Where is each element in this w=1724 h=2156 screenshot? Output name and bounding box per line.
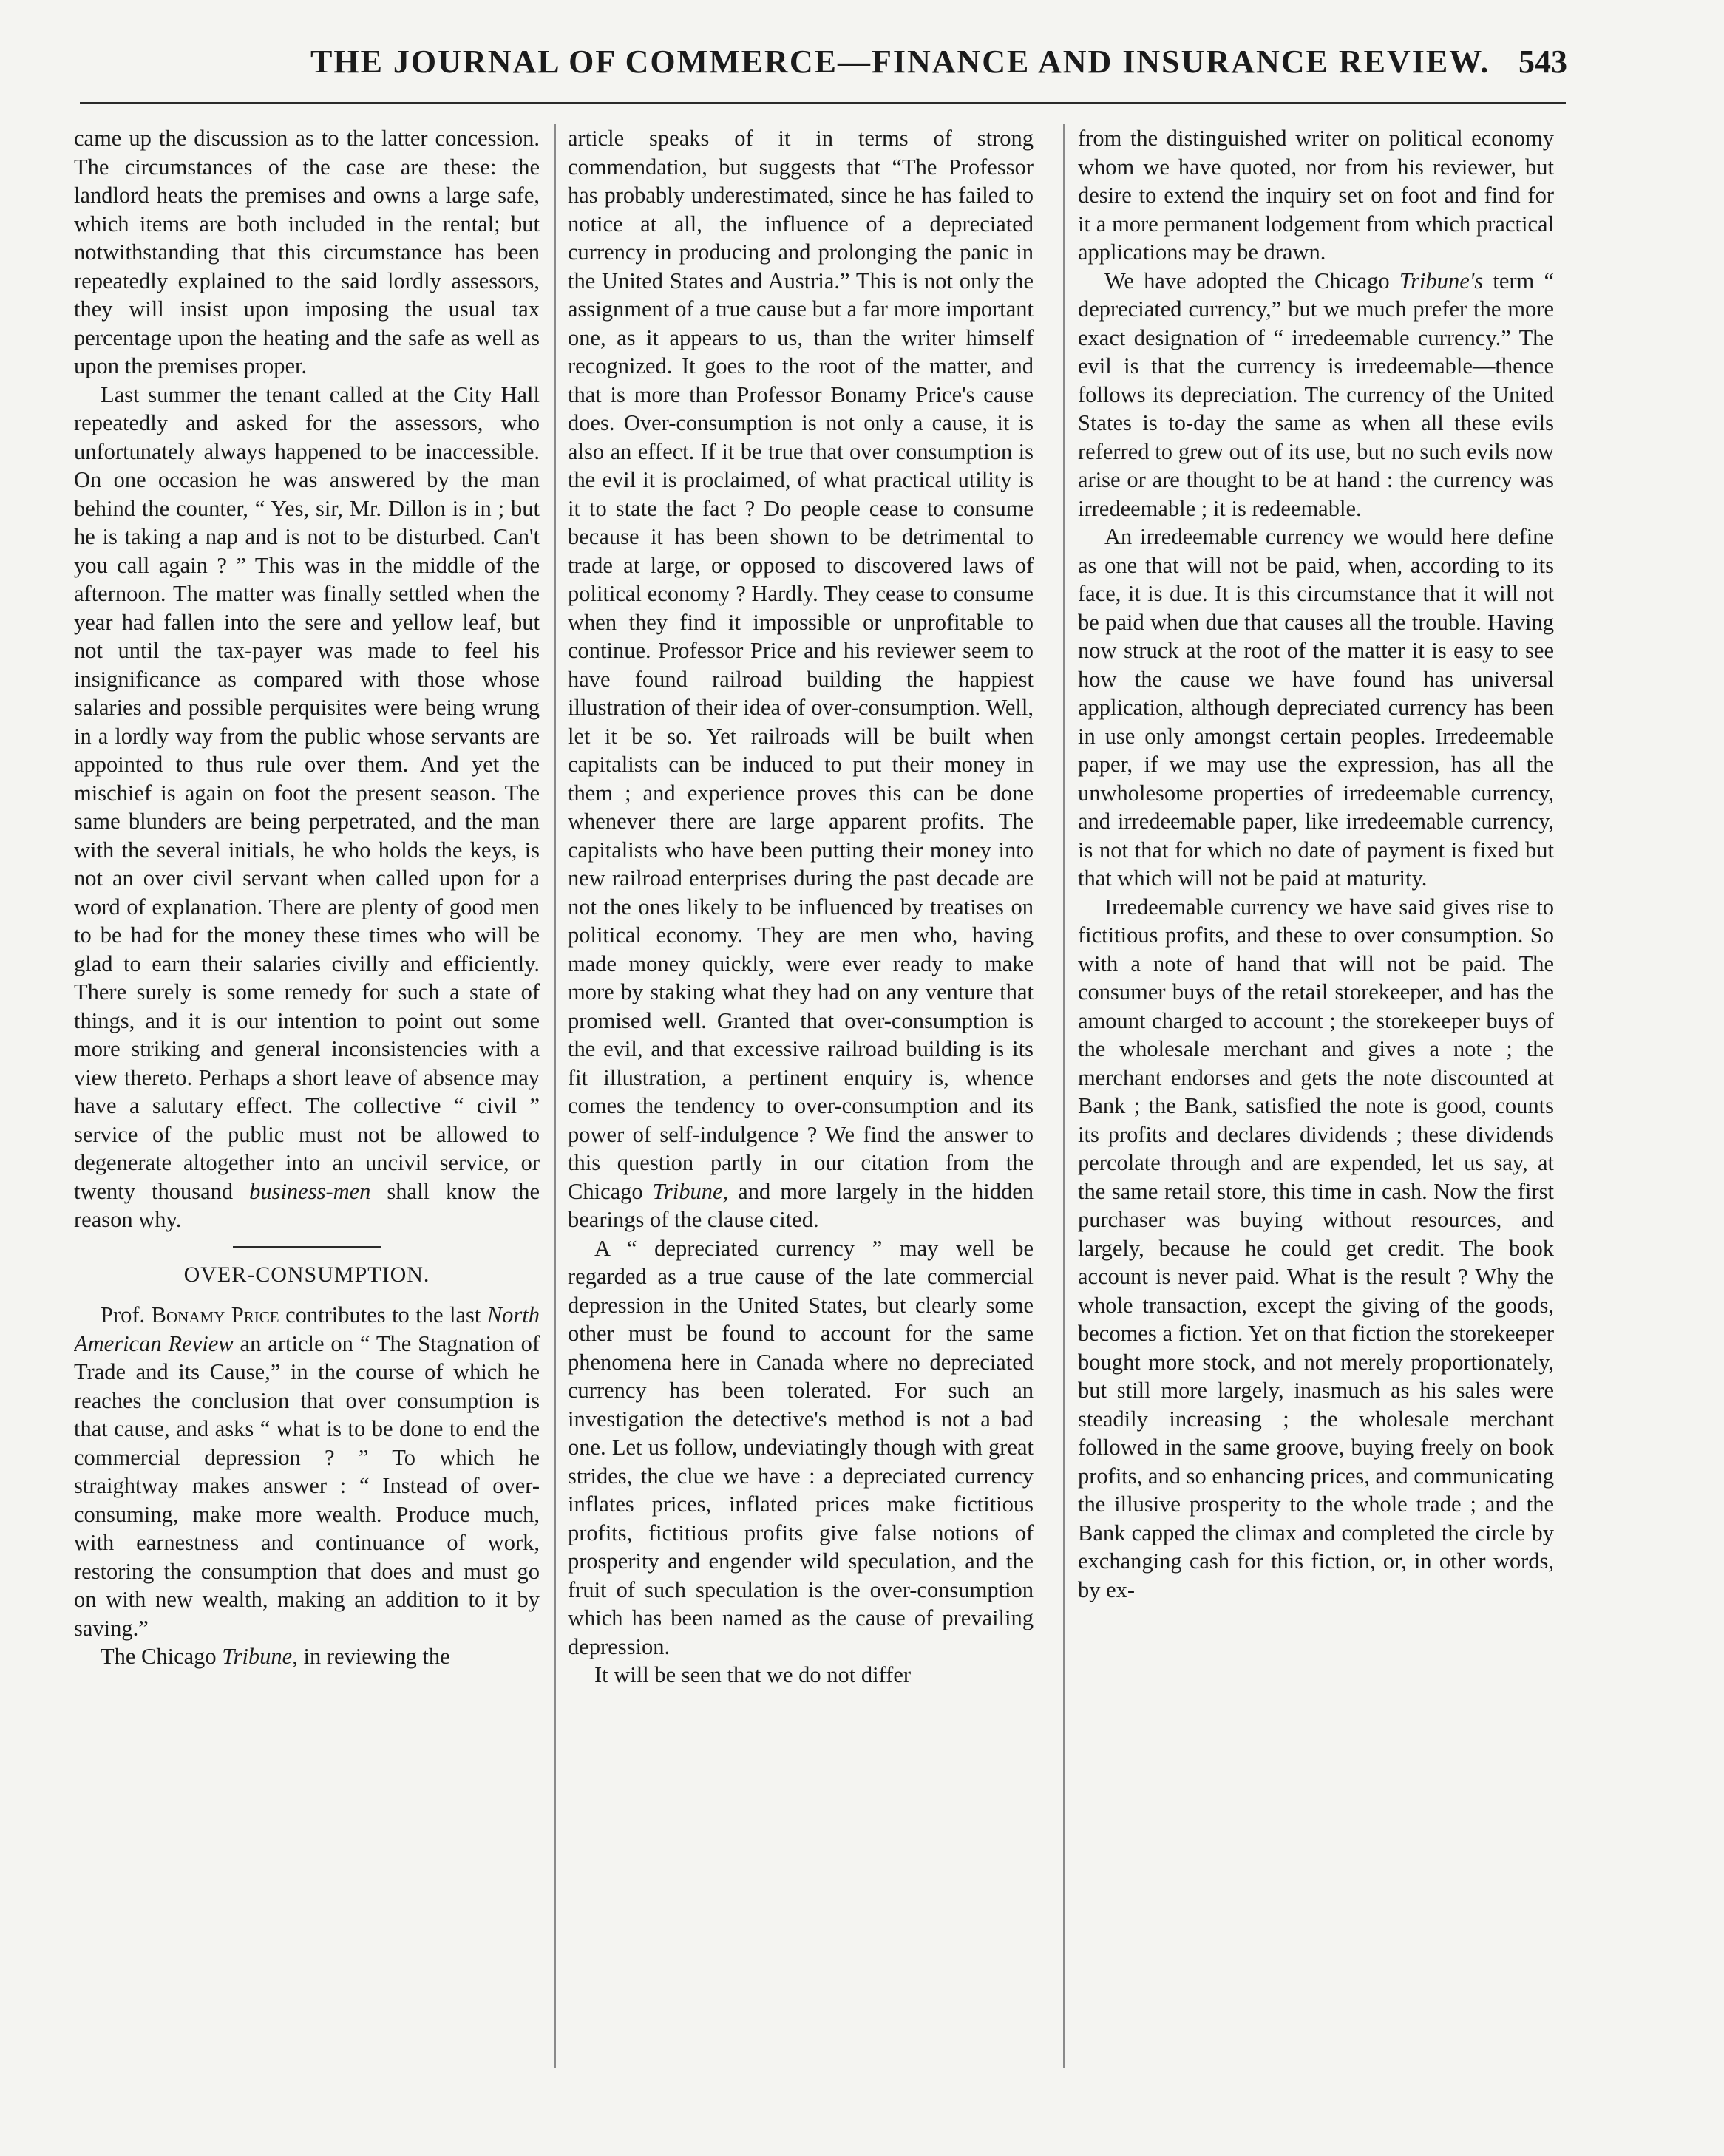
- paragraph: [568, 124, 1034, 1234]
- paragraph: [74, 1642, 540, 1671]
- paragraph: Irredeemable currency we have said gives rise to fictitious profits, and these to over consumption. So with a note of hand that will not be paid. The consumer buys of the retail storekeeper, and has the amount charged to account ; the storekeeper buys of the wholesale merchant and gives a note ; the merchant endorses and gets the note discounted at Bank ; the Bank, satisfied the note is good, counts its profits and declares dividends ; these dividends percolate through and are expended, let us say, at the same retail store, this time in cash. Now the first purchaser was buying without resources, and largely, because he could get credit. The book account is never paid. What is the result ? Why the whole transaction, except the giving of the goods, becomes a fiction. Yet on that fiction the storekeeper bought more stock, and not merely proportionately, but still more largely, inasmuch as his sales were steadily increasing ; the wholesale merchant followed in the same groove, buying freely on book profits, and so enhancing prices, and communicating the illusive prosperity to the whole trade ; and the Bank capped the climax and completed the circle by exchanging cash for this fiction, or, in other words, by ex-: [1078, 894, 1554, 1602]
- paragraph-text: shall know the reason why.: [74, 1178, 540, 1232]
- paragraph: An irredeemable currency we would here define as one that will not be paid, when, according to its face, it is due. It is this circumstance that it will not be paid when due that causes all the trouble. Having now struck at the root of the matter it is easy to see how the cause we have found has universal application, although depreciated currency has been in use only amongst certain peoples. Irredeemable paper, if we may use the expression, has all the unwholesome properties of irredeemable currency, and irredeemable paper, like irredeemable currency, is not that for which no date of payment is fixed but that which will not be paid at maturity.: [1078, 524, 1554, 891]
- column-divider: [554, 124, 556, 2068]
- emphasis: Tribune,: [222, 1644, 298, 1669]
- journal-name: North American Review: [74, 1302, 540, 1356]
- paragraph: from the distinguished writer on political economy whom we have quoted, nor from his reviewer, but desire to extend the inquiry set on foot and find for it a more permanent lodgement from which practical applications may be drawn.: [1078, 126, 1554, 265]
- emphasis: business-men: [249, 1178, 371, 1204]
- emphasis: Tribune,: [652, 1178, 729, 1204]
- paragraph: [74, 1301, 540, 1642]
- paragraph-text: The Chicago: [101, 1644, 217, 1669]
- paragraph-text: and more largely in the hidden bearings of the clause cited.: [568, 1178, 1034, 1232]
- column-middle: [568, 124, 1034, 2120]
- paragraph-text: an article on “ The Stagnation of Trade and its Cause,” in the course of which he reaches the conclusion that over consumption is that cause, and asks “ what is to be done to end the commercial depression ? ” To which he straightway makes answer : “ Instead of over-consuming, make more wealth. Produce much, with earnestness and continuance of work, restoring the consumption that does and must go on with new wealth, making an addition to it by saving.”: [74, 1330, 540, 1641]
- paragraph-text: term “ depreciated currency,” but we much prefer the more exact designation of “ irredeemable currency.” The evil is that the currency is irredeemable—thence follows its depreciation. The currency of the United States is to-day the same as when all these evils referred to grew out of its use, but no such evils now arise or are thought to be at hand : the currency was irredeemable ; it is redeemable.: [1078, 268, 1554, 521]
- paragraph: [74, 381, 540, 1234]
- column-left: [74, 124, 540, 2120]
- emphasis: Tribune's: [1399, 268, 1484, 293]
- paragraph-text: article speaks of it in terms of strong commendation, but suggests that “The Professor has probably underestimated, since he has failed to notice at all, the influence of a depreciated currency in producing and prolonging the panic in the United States and Austria.” This is not only the assignment of a true cause but a far more important one, as it appears to us, than the writer himself recognized. It goes to the root of the matter, and that is more than Professor Bonamy Price's cause does. Over-consumption is not only a cause, it is also an effect. If it be true that over consumption is the evil it is proclaimed, of what practical utility is it to state the fact ? Do people cease to consume because it has been shown to be detrimental to trade at large, or opposed to discovered laws of political economy ? Hardly. They cease to consume when they find it impossible or unprofitable to continue. Professor Price and his reviewer seem to have found railroad building the happiest illustration of their idea of over-consumption. Well, let it be so. Yet railroads will be built when capitalists can be induced to put their money in them ; and experience proves this can be done whenever there are large apparent profits. The capitalists who have been putting their money into new railroad enterprises during the past decade are not the ones likely to be influenced by treatises on political economy. They are men who, having made money quickly, were ever ready to make more by staking what they had on any venture that promised well. Granted that over-consumption is the evil, and that excessive railroad building is its fit illustration, a pertinent enquiry is, whence comes the tendency to over-consumption and its power of self-indulgence ? We find the answer to this question partly in our citation from the Chicago: [568, 126, 1034, 1204]
- paragraph-text: contributes to the last: [285, 1302, 481, 1327]
- header-rule: [80, 102, 1566, 104]
- paragraph-text: Last summer the tenant called at the City Hall repeatedly and asked for the assessors, who unfortunately always happened to be inaccessible. On one occasion he was answered by the man behind the counter, “ Yes, sir, Mr. Dillon is in ; but he is taking a nap and is not to be disturbed. Can't you call again ? ” This was in the middle of the afternoon. The matter was finally settled when the year had fallen into the sere and yellow leaf, but not until the tax-payer was made to feel his insignificance as compared with those whose salaries and possible perquisites were being wrung in a lordly way from the public whose servants are appointed to thus rule over them. And yet the mischief is again on foot the present season. The same blunders are being perpetrated, and the man with the several initials, he who holds the keys, is not an over civil servant when called upon for a word of explanation. There are plenty of good men to be had for the money these times who will be glad to earn their salaries civilly and efficiently. There surely is some remedy for such a state of things, and it is our intention to point out some more striking and general inconsistencies with a view thereto. Perhaps a short leave of absence may have a salutary effect. The collective “ civil ” service of the public must not be allowed to degenerate altogether into an uncivil service, or twenty thousand: [74, 381, 540, 1204]
- paragraph-text: in reviewing the: [303, 1644, 450, 1669]
- paragraph-text: Prof.: [101, 1302, 146, 1327]
- column-right: [1078, 124, 1554, 2120]
- author-name: Bonamy Price: [151, 1302, 279, 1327]
- page-number: 543: [1518, 44, 1567, 80]
- section-heading: OVER-CONSUMPTION.: [183, 1262, 430, 1287]
- running-head: [74, 43, 1567, 102]
- paragraph: [1078, 267, 1554, 523]
- paragraph-text: We have adopted the Chicago: [1104, 268, 1390, 293]
- section-rule: [233, 1246, 381, 1248]
- journal-title: THE JOURNAL OF COMMERCE—FINANCE AND INSURANCE REVIEW.: [310, 44, 1490, 80]
- paragraph: came up the discussion as to the latter concession. The circumstances of the case are these: the landlord heats the premises and owns a large safe, which items are both included in the rental; but notwithstanding that this circumstance has been repeatedly explained to the said lordly assessors, they will insist upon imposing the usual tax percentage upon the heating and the safe as well as upon the premises proper.: [74, 126, 540, 378]
- paragraph: A “ depreciated currency ” may well be regarded as a true cause of the late commercial depression in the United States, but clearly some other must be found to account for the same phenomena here in Canada where no depreciated currency has been tolerated. For such an investigation the detective's method is not a bad one. Let us follow, undeviatingly though with great strides, the clue we have : a depreciated currency inflates prices, inflated prices make fictitious profits, fictitious profits give false notions of prosperity and engender wild speculation, and the fruit of such speculation is the over-consumption which has been named as the cause of prevailing depression.: [568, 1235, 1034, 1659]
- column-divider: [1063, 124, 1065, 2068]
- paragraph: It will be seen that we do not differ: [594, 1662, 912, 1687]
